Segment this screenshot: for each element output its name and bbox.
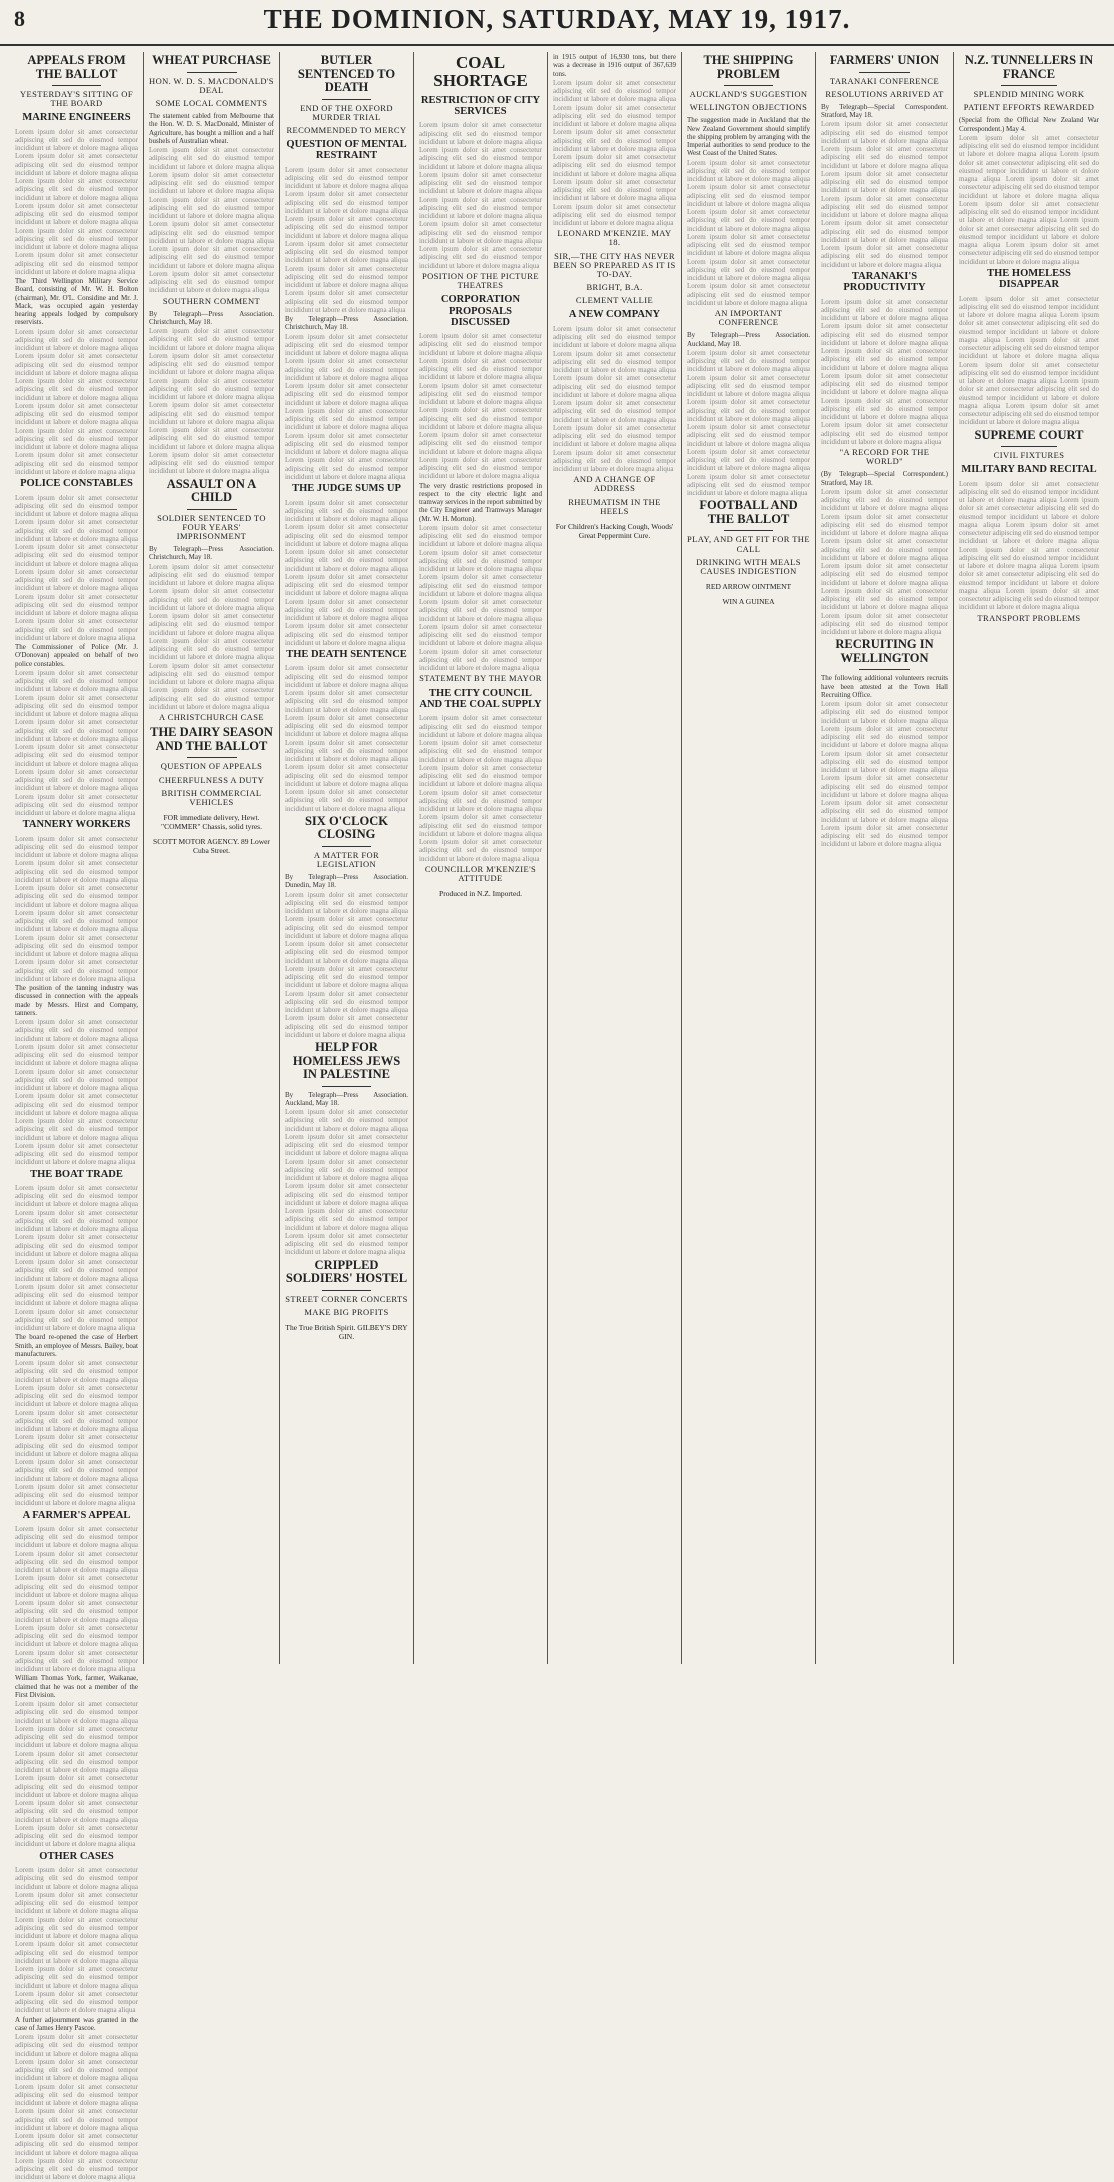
headline: PATIENT EFFORTS REWARDED bbox=[963, 102, 1095, 113]
filler-body-text: Lorem ipsum dolor sit amet consectetur adipiscing elit sed do eiusmod tempor incididunt ut labore et dolore magna aliqua Lorem ipsum dolor sit amet consectetur adipiscing elit sed do eiusmod tempor incididunt ut labore et dolore magna aliqua Lorem ipsum dolor sit amet consectetur adipiscing elit sed do eiusmod tempor incididunt ut labore et dolore magna aliqua Lorem ipsum dolor sit amet consectetur adipiscing elit sed do eiusmod tempor incididunt ut labore et dolore magna aliqua Lorem ipsum dolor sit amet consectetur adipiscing elit sed do eiusmod tempor incididunt ut labore et dolore magna aliqua Lorem ipsum dolor sit amet consectetur adipiscing elit sed do eiusmod tempor incididunt ut labore et dolore magna aliqua bbox=[553, 324, 676, 474]
divider bbox=[187, 757, 237, 758]
headline: RECOMMENDED TO MERCY bbox=[286, 124, 407, 135]
headline: CORPORATION PROPOSALS DISCUSSED bbox=[440, 294, 521, 328]
headline: THE DAIRY SEASON AND THE BALLOT bbox=[150, 725, 273, 753]
filler-body-text: Lorem ipsum dolor sit amet consectetur adipiscing elit sed do eiusmod tempor incididunt ut labore et dolore magna aliqua Lorem ipsum dolor sit amet consectetur adipiscing elit sed do eiusmod tempor incididunt ut labore et dolore magna aliqua Lorem ipsum dolor sit amet consectetur adipiscing elit sed do eiusmod tempor incididunt ut labore et dolore magna aliqua Lorem ipsum dolor sit amet consectetur adipiscing elit sed do eiusmod tempor incididunt ut labore et dolore magna aliqua Lorem ipsum dolor sit amet consectetur adipiscing elit sed do eiusmod tempor incididunt ut labore et dolore magna aliqua Lorem ipsum dolor sit amet consectetur adipiscing elit sed do eiusmod tempor incididunt ut labore et dolore magna aliqua bbox=[15, 327, 138, 476]
headline: SOUTHERN COMMENT bbox=[162, 295, 261, 306]
filler-body-text: Lorem ipsum dolor sit amet consectetur adipiscing elit sed do eiusmod tempor incididunt ut labore et dolore magna aliqua Lorem ipsum dolor sit amet consectetur adipiscing elit sed do eiusmod tempor incididunt ut labore et dolore magna aliqua Lorem ipsum dolor sit amet consectetur adipiscing elit sed do eiusmod tempor incididunt ut labore et dolore magna aliqua Lorem ipsum dolor sit amet consectetur adipiscing elit sed do eiusmod tempor incididunt ut labore et dolore magna aliqua Lorem ipsum dolor sit amet consectetur adipiscing elit sed do eiusmod tempor incididunt ut labore et dolore magna aliqua Lorem ipsum dolor sit amet consectetur adipiscing elit sed do eiusmod tempor incididunt ut labore et dolore magna aliqua bbox=[419, 714, 542, 863]
headline: SIR,—THE CITY HAS NEVER BEEN SO PREPARED AS IT IS TO-DAY. bbox=[553, 250, 676, 279]
divider bbox=[52, 85, 101, 86]
filler-body-text: Lorem ipsum dolor sit amet consectetur adipiscing elit sed do eiusmod tempor incididunt ut labore et dolore magna aliqua Lorem ipsum dolor sit amet consectetur adipiscing elit sed do eiusmod tempor incididunt ut labore et dolore magna aliqua Lorem ipsum dolor sit amet consectetur adipiscing elit sed do eiusmod tempor incididunt ut labore et dolore magna aliqua Lorem ipsum dolor sit amet consectetur adipiscing elit sed do eiusmod tempor incididunt ut labore et dolore magna aliqua Lorem ipsum dolor sit amet consectetur adipiscing elit sed do eiusmod tempor incididunt ut labore et dolore magna aliqua Lorem ipsum dolor sit amet consectetur adipiscing elit sed do eiusmod tempor incididunt ut labore et dolore magna aliqua bbox=[15, 1018, 138, 1167]
filler-body-text: Lorem ipsum dolor sit amet consectetur adipiscing elit sed do eiusmod tempor incididunt ut labore et dolore magna aliqua Lorem ipsum dolor sit amet consectetur adipiscing elit sed do eiusmod tempor incididunt ut labore et dolore magna aliqua Lorem ipsum dolor sit amet consectetur adipiscing elit sed do eiusmod tempor incididunt ut labore et dolore magna aliqua Lorem ipsum dolor sit amet consectetur adipiscing elit sed do eiusmod tempor incididunt ut labore et dolore magna aliqua Lorem ipsum dolor sit amet consectetur adipiscing elit sed do eiusmod tempor incididunt ut labore et dolore magna aliqua Lorem ipsum dolor sit amet consectetur adipiscing elit sed do eiusmod tempor incididunt ut labore et dolore magna aliqua bbox=[285, 165, 408, 314]
divider bbox=[724, 530, 773, 531]
article-paragraph: The position of the tanning industry was discussed in connection with the appeals made by Messrs. Hirst and Company, tanners. bbox=[15, 984, 138, 1017]
headline: ASSAULT ON A CHILD bbox=[166, 476, 257, 505]
divider bbox=[322, 1086, 371, 1087]
filler-body-text: Lorem ipsum dolor sit amet consectetur adipiscing elit sed do eiusmod tempor incididunt ut labore et dolore magna aliqua Lorem ipsum dolor sit amet consectetur adipiscing elit sed do eiusmod tempor incididunt ut labore et dolore magna aliqua Lorem ipsum dolor sit amet consectetur adipiscing elit sed do eiusmod tempor incididunt ut labore et dolore magna aliqua Lorem ipsum dolor sit amet consectetur adipiscing elit sed do eiusmod tempor incididunt ut labore et dolore magna aliqua Lorem ipsum dolor sit amet consectetur adipiscing elit sed do eiusmod tempor incididunt ut labore et dolore magna aliqua Lorem ipsum dolor sit amet consectetur adipiscing elit sed do eiusmod tempor incididunt ut labore et dolore magna aliqua bbox=[419, 523, 542, 673]
masthead bbox=[0, 0, 1114, 46]
news-column-3 bbox=[280, 52, 414, 1664]
headline: PLAY, AND GET FIT FOR THE CALL bbox=[687, 534, 810, 554]
divider bbox=[187, 72, 237, 73]
headline: APPEALS FROM THE BALLOT bbox=[27, 53, 126, 81]
headline: RESOLUTIONS ARRIVED AT bbox=[825, 88, 944, 99]
filler-body-text: Lorem ipsum dolor sit amet consectetur adipiscing elit sed do eiusmod tempor incididunt ut labore et dolore magna aliqua Lorem ipsum dolor sit amet consectetur adipiscing elit sed do eiusmod tempor incididunt ut labore et dolore magna aliqua Lorem ipsum dolor sit amet consectetur adipiscing elit sed do eiusmod tempor incididunt ut labore et dolore magna aliqua Lorem ipsum dolor sit amet consectetur adipiscing elit sed do eiusmod tempor incididunt ut labore et dolore magna aliqua Lorem ipsum dolor sit amet consectetur adipiscing elit sed do eiusmod tempor incididunt ut labore et dolore magna aliqua Lorem ipsum dolor sit amet consectetur adipiscing elit sed do eiusmod tempor incididunt ut labore et dolore magna aliqua bbox=[285, 1108, 408, 1257]
news-column-8 bbox=[954, 52, 1104, 1664]
article-paragraph: The statement cabled from Melbourne that the Hon. W. D. S. MacDonald, Minister of Agriculture, has bought a million and a half bushels of Australian wheat. bbox=[149, 112, 274, 145]
filler-body-text: Lorem ipsum dolor sit amet consectetur adipiscing elit sed do eiusmod tempor incididunt ut labore et dolore magna aliqua Lorem ipsum dolor sit amet consectetur adipiscing elit sed do eiusmod tempor incididunt ut labore et dolore magna aliqua Lorem ipsum dolor sit amet consectetur adipiscing elit sed do eiusmod tempor incididunt ut labore et dolore magna aliqua Lorem ipsum dolor sit amet consectetur adipiscing elit sed do eiusmod tempor incididunt ut labore et dolore magna aliqua Lorem ipsum dolor sit amet consectetur adipiscing elit sed do eiusmod tempor incididunt ut labore et dolore magna aliqua Lorem ipsum dolor sit amet consectetur adipiscing elit sed do eiusmod tempor incididunt ut labore et dolore magna aliqua bbox=[15, 1866, 138, 2015]
filler-body-text: Lorem ipsum dolor sit amet consectetur adipiscing elit sed do eiusmod tempor incididunt ut labore et dolore magna aliqua Lorem ipsum dolor sit amet consectetur adipiscing elit sed do eiusmod tempor incididunt ut labore et dolore magna aliqua Lorem ipsum dolor sit amet consectetur adipiscing elit sed do eiusmod tempor incididunt ut labore et dolore magna aliqua Lorem ipsum dolor sit amet consectetur adipiscing elit sed do eiusmod tempor incididunt ut labore et dolore magna aliqua Lorem ipsum dolor sit amet consectetur adipiscing elit sed do eiusmod tempor incididunt ut labore et dolore magna aliqua Lorem ipsum dolor sit amet consectetur adipiscing elit sed do eiusmod tempor incididunt ut labore et dolore magna aliqua bbox=[15, 1359, 138, 1508]
filler-body-text: Lorem ipsum dolor sit amet consectetur adipiscing elit sed do eiusmod tempor incididunt ut labore et dolore magna aliqua Lorem ipsum dolor sit amet consectetur adipiscing elit sed do eiusmod tempor incididunt ut labore et dolore magna aliqua Lorem ipsum dolor sit amet consectetur adipiscing elit sed do eiusmod tempor incididunt ut labore et dolore magna aliqua Lorem ipsum dolor sit amet consectetur adipiscing elit sed do eiusmod tempor incididunt ut labore et dolore magna aliqua Lorem ipsum dolor sit amet consectetur adipiscing elit sed do eiusmod tempor incididunt ut labore et dolore magna aliqua Lorem ipsum dolor sit amet consectetur adipiscing elit sed do eiusmod tempor incididunt ut labore et dolore magna aliqua bbox=[15, 1700, 138, 1849]
headline: TRANSPORT PROBLEMS bbox=[977, 612, 1081, 623]
headline: COAL SHORTAGE bbox=[433, 53, 528, 91]
news-column-4 bbox=[414, 52, 548, 1664]
filler-body-text: Lorem ipsum dolor sit amet consectetur adipiscing elit sed do eiusmod tempor incididunt ut labore et dolore magna aliqua Lorem ipsum dolor sit amet consectetur adipiscing elit sed do eiusmod tempor incididunt ut labore et dolore magna aliqua Lorem ipsum dolor sit amet consectetur adipiscing elit sed do eiusmod tempor incididunt ut labore et dolore magna aliqua Lorem ipsum dolor sit amet consectetur adipiscing elit sed do eiusmod tempor incididunt ut labore et dolore magna aliqua Lorem ipsum dolor sit amet consectetur adipiscing elit sed do eiusmod tempor incididunt ut labore et dolore magna aliqua Lorem ipsum dolor sit amet consectetur adipiscing elit sed do eiusmod tempor incididunt ut labore et dolore magna aliqua bbox=[149, 562, 274, 711]
headline: HELP FOR HOMELESS JEWS IN PALESTINE bbox=[292, 1040, 401, 1082]
headline: MILITARY BAND RECITAL bbox=[961, 464, 1097, 476]
advertisement: The True British Spirit. GILBEY'S DRY GIN. bbox=[285, 1323, 408, 1342]
headline: SOLDIER SENTENCED TO FOUR YEARS' IMPRISONMENT bbox=[157, 512, 266, 542]
filler-body-text: Lorem ipsum dolor sit amet consectetur adipiscing elit sed do eiusmod tempor incididunt ut labore et dolore magna aliqua Lorem ipsum dolor sit amet consectetur adipiscing elit sed do eiusmod tempor incididunt ut labore et dolore magna aliqua Lorem ipsum dolor sit amet consectetur adipiscing elit sed do eiusmod tempor incididunt ut labore et dolore magna aliqua Lorem ipsum dolor sit amet consectetur adipiscing elit sed do eiusmod tempor incididunt ut labore et dolore magna aliqua Lorem ipsum dolor sit amet consectetur adipiscing elit sed do eiusmod tempor incididunt ut labore et dolore magna aliqua Lorem ipsum dolor sit amet consectetur adipiscing elit sed do eiusmod tempor incididunt ut labore et dolore magna aliqua bbox=[285, 498, 408, 647]
headline: LEONARD M'KENZIE. MAY 18. bbox=[557, 228, 672, 248]
news-column-2 bbox=[144, 52, 280, 1664]
article-paragraph: By Telegraph—Press Association. Christchurch, May 18. bbox=[149, 309, 274, 326]
headline: FARMERS' UNION bbox=[829, 53, 940, 67]
filler-body-text: Lorem ipsum dolor sit amet consectetur adipiscing elit sed do eiusmod tempor incididunt ut labore et dolore magna aliqua Lorem ipsum dolor sit amet consectetur adipiscing elit sed do eiusmod tempor incididunt ut labore et dolore magna aliqua Lorem ipsum dolor sit amet consectetur adipiscing elit sed do eiusmod tempor incididunt ut labore et dolore magna aliqua Lorem ipsum dolor sit amet consectetur adipiscing elit sed do eiusmod tempor incididunt ut labore et dolore magna aliqua Lorem ipsum dolor sit amet consectetur adipiscing elit sed do eiusmod tempor incididunt ut labore et dolore magna aliqua Lorem ipsum dolor sit amet consectetur adipiscing elit sed do eiusmod tempor incididunt ut labore et dolore magna aliqua bbox=[15, 668, 138, 817]
headline: DRINKING WITH MEALS CAUSES INDIGESTION bbox=[696, 556, 801, 576]
article-paragraph: The very drastic restrictions proposed in respect to the city electric light and tramway services in the report submitted by the City Engineer and Tramways Manager (Mr. W. H. Morton). bbox=[419, 481, 542, 523]
headline: TARANAKI CONFERENCE bbox=[829, 75, 940, 86]
news-column-6 bbox=[682, 52, 816, 1664]
headline: CHEERFULNESS A DUTY bbox=[158, 774, 265, 785]
headline: AUCKLAND'S SUGGESTION bbox=[689, 89, 808, 99]
divider bbox=[322, 1290, 371, 1291]
divider bbox=[1001, 446, 1057, 447]
headline: BRIGHT, B.A. bbox=[586, 282, 643, 293]
headline: THE JUDGE SUMS UP bbox=[292, 483, 401, 495]
article-paragraph: William Thomas York, farmer, Waikanae, claimed that he was not a member of the First Division. bbox=[15, 1674, 138, 1699]
headline: AN IMPORTANT CONFERENCE bbox=[714, 308, 783, 328]
divider bbox=[859, 669, 910, 670]
headline: MARINE ENGINEERS bbox=[22, 112, 131, 124]
article-paragraph: By Telegraph—Press Association. Dunedin, May 18. bbox=[285, 873, 408, 890]
page-number: 8 bbox=[14, 6, 25, 31]
headline: FOOTBALL AND THE BALLOT bbox=[699, 498, 798, 526]
headline: AND A CHANGE OF ADDRESS bbox=[573, 474, 656, 494]
headline: CLEMENT VALLIE bbox=[575, 295, 654, 306]
headline: END OF THE OXFORD MURDER TRIAL bbox=[300, 102, 393, 122]
filler-body-text: Lorem ipsum dolor sit amet consectetur adipiscing elit sed do eiusmod tempor incididunt ut labore et dolore magna aliqua Lorem ipsum dolor sit amet consectetur adipiscing elit sed do eiusmod tempor incididunt ut labore et dolore magna aliqua Lorem ipsum dolor sit amet consectetur adipiscing elit sed do eiusmod tempor incididunt ut labore et dolore magna aliqua Lorem ipsum dolor sit amet consectetur adipiscing elit sed do eiusmod tempor incididunt ut labore et dolore magna aliqua Lorem ipsum dolor sit amet consectetur adipiscing elit sed do eiusmod tempor incididunt ut labore et dolore magna aliqua Lorem ipsum dolor sit amet consectetur adipiscing elit sed do eiusmod tempor incididunt ut labore et dolore magna aliqua bbox=[821, 120, 948, 269]
headline: A FARMER'S APPEAL bbox=[22, 1509, 131, 1521]
headline: TANNERY WORKERS bbox=[22, 819, 131, 831]
headline: "A RECORD FOR THE WORLD" bbox=[839, 447, 930, 467]
filler-body-text: Lorem ipsum dolor sit amet consectetur adipiscing elit sed do eiusmod tempor incididunt ut labore et dolore magna aliqua Lorem ipsum dolor sit amet consectetur adipiscing elit sed do eiusmod tempor incididunt ut labore et dolore magna aliqua Lorem ipsum dolor sit amet consectetur adipiscing elit sed do eiusmod tempor incididunt ut labore et dolore magna aliqua Lorem ipsum dolor sit amet consectetur adipiscing elit sed do eiusmod tempor incididunt ut labore et dolore magna aliqua Lorem ipsum dolor sit amet consectetur adipiscing elit sed do eiusmod tempor incididunt ut labore et dolore magna aliqua Lorem ipsum dolor sit amet consectetur adipiscing elit sed do eiusmod tempor incididunt ut labore et dolore magna aliqua bbox=[15, 834, 138, 983]
headline: POLICE CONSTABLES bbox=[20, 478, 133, 490]
headline: SUPREME COURT bbox=[974, 427, 1084, 442]
headline: POSITION OF THE PICTURE THEATRES bbox=[422, 270, 539, 291]
article-paragraph: The Third Wellington Military Service Board, consisting of Mr. W. H. Bolton (chairman), Mr. O'L. Considine and Mr. J. Mack, was occupied again yesterday hearing appeals lodged by compulsory reservists. bbox=[15, 277, 138, 327]
divider bbox=[724, 85, 773, 86]
headline: SIX O'CLOCK CLOSING bbox=[304, 813, 388, 842]
article-paragraph: (By Telegraph—Special Correspondent.) Stratford, May 18. bbox=[821, 470, 948, 487]
headline: RESTRICTION OF CITY SERVICES bbox=[420, 94, 541, 118]
article-paragraph: The following additional volunteers recruits have been attested at the Town Hall Recruiting Office. bbox=[821, 674, 948, 699]
headline: RHEUMATISM IN THE HEELS bbox=[568, 496, 661, 516]
divider bbox=[187, 509, 237, 510]
headline: THE CITY COUNCIL AND THE COAL SUPPLY bbox=[419, 687, 542, 710]
headline: WELLINGTON OBJECTIONS bbox=[689, 102, 808, 113]
divider bbox=[322, 99, 371, 100]
headline: THE HOMELESS DISAPPEAR bbox=[987, 267, 1071, 291]
advertisement: WIN A GUINEA bbox=[722, 597, 775, 607]
advertisement: FOR immediate delivery, Hewt. "COMMER" Chassis, solid tyres. bbox=[161, 813, 262, 832]
headline: MAKE BIG PROFITS bbox=[304, 1306, 389, 1317]
filler-body-text: Lorem ipsum dolor sit amet consectetur adipiscing elit sed do eiusmod tempor incididunt ut labore et dolore magna aliqua Lorem ipsum dolor sit amet consectetur adipiscing elit sed do eiusmod tempor incididunt ut labore et dolore magna aliqua Lorem ipsum dolor sit amet consectetur adipiscing elit sed do eiusmod tempor incididunt ut labore et dolore magna aliqua Lorem ipsum dolor sit amet consectetur adipiscing elit sed do eiusmod tempor incididunt ut labore et dolore magna aliqua Lorem ipsum dolor sit amet consectetur adipiscing elit sed do eiusmod tempor incididunt ut labore et dolore magna aliqua Lorem ipsum dolor sit amet consectetur adipiscing elit sed do eiusmod tempor incididunt ut labore et dolore magna aliqua bbox=[959, 479, 1099, 612]
headline: QUESTION OF MENTAL RESTRAINT bbox=[286, 139, 407, 162]
article-paragraph: The Commissioner of Police (Mr. J. O'Donovan) appealed on behalf of two police constables. bbox=[15, 643, 138, 668]
article-paragraph: in 1915 output of 16,930 tons, but there was a decrease in 1916 output of 367,639 tons. bbox=[553, 53, 676, 78]
filler-body-text: Lorem ipsum dolor sit amet consectetur adipiscing elit sed do eiusmod tempor incididunt ut labore et dolore magna aliqua Lorem ipsum dolor sit amet consectetur adipiscing elit sed do eiusmod tempor incididunt ut labore et dolore magna aliqua Lorem ipsum dolor sit amet consectetur adipiscing elit sed do eiusmod tempor incididunt ut labore et dolore magna aliqua Lorem ipsum dolor sit amet consectetur adipiscing elit sed do eiusmod tempor incididunt ut labore et dolore magna aliqua Lorem ipsum dolor sit amet consectetur adipiscing elit sed do eiusmod tempor incididunt ut labore et dolore magna aliqua Lorem ipsum dolor sit amet consectetur adipiscing elit sed do eiusmod tempor incididunt ut labore et dolore magna aliqua bbox=[821, 487, 948, 637]
filler-body-text: Lorem ipsum dolor sit amet consectetur adipiscing elit sed do eiusmod tempor incididunt ut labore et dolore magna aliqua Lorem ipsum dolor sit amet consectetur adipiscing elit sed do eiusmod tempor incididunt ut labore et dolore magna aliqua Lorem ipsum dolor sit amet consectetur adipiscing elit sed do eiusmod tempor incididunt ut labore et dolore magna aliqua Lorem ipsum dolor sit amet consectetur adipiscing elit sed do eiusmod tempor incididunt ut labore et dolore magna aliqua Lorem ipsum dolor sit amet consectetur adipiscing elit sed do eiusmod tempor incididunt ut labore et dolore magna aliqua Lorem ipsum dolor sit amet consectetur adipiscing elit sed do eiusmod tempor incididunt ut labore et dolore magna aliqua bbox=[687, 348, 810, 498]
filler-body-text: Lorem ipsum dolor sit amet consectetur adipiscing elit sed do eiusmod tempor incididunt ut labore et dolore magna aliqua Lorem ipsum dolor sit amet consectetur adipiscing elit sed do eiusmod tempor incididunt ut labore et dolore magna aliqua Lorem ipsum dolor sit amet consectetur adipiscing elit sed do eiusmod tempor incididunt ut labore et dolore magna aliqua Lorem ipsum dolor sit amet consectetur adipiscing elit sed do eiusmod tempor incididunt ut labore et dolore magna aliqua Lorem ipsum dolor sit amet consectetur adipiscing elit sed do eiusmod tempor incididunt ut labore et dolore magna aliqua Lorem ipsum dolor sit amet consectetur adipiscing elit sed do eiusmod tempor incididunt ut labore et dolore magna aliqua bbox=[553, 78, 676, 227]
filler-body-text: Lorem ipsum dolor sit amet consectetur adipiscing elit sed do eiusmod tempor incididunt ut labore et dolore magna aliqua Lorem ipsum dolor sit amet consectetur adipiscing elit sed do eiusmod tempor incididunt ut labore et dolore magna aliqua Lorem ipsum dolor sit amet consectetur adipiscing elit sed do eiusmod tempor incididunt ut labore et dolore magna aliqua Lorem ipsum dolor sit amet consectetur adipiscing elit sed do eiusmod tempor incididunt ut labore et dolore magna aliqua Lorem ipsum dolor sit amet consectetur adipiscing elit sed do eiusmod tempor incididunt ut labore et dolore magna aliqua Lorem ipsum dolor sit amet consectetur adipiscing elit sed do eiusmod tempor incididunt ut labore et dolore magna aliqua bbox=[419, 332, 542, 481]
advertisement: For Children's Hacking Cough, Woods' Great Peppermint Cure. bbox=[555, 521, 674, 540]
article-paragraph: By Telegraph—Press Association. Auckland, May 18. bbox=[285, 1090, 408, 1107]
headline: BUTLER SENTENCED TO DEATH bbox=[297, 53, 396, 94]
filler-body-text: Lorem ipsum dolor sit amet consectetur adipiscing elit sed do eiusmod tempor incididunt ut labore et dolore magna aliqua Lorem ipsum dolor sit amet consectetur adipiscing elit sed do eiusmod tempor incididunt ut labore et dolore magna aliqua Lorem ipsum dolor sit amet consectetur adipiscing elit sed do eiusmod tempor incididunt ut labore et dolore magna aliqua Lorem ipsum dolor sit amet consectetur adipiscing elit sed do eiusmod tempor incididunt ut labore et dolore magna aliqua Lorem ipsum dolor sit amet consectetur adipiscing elit sed do eiusmod tempor incididunt ut labore et dolore magna aliqua Lorem ipsum dolor sit amet consectetur adipiscing elit sed do eiusmod tempor incididunt ut labore et dolore magna aliqua bbox=[687, 158, 810, 307]
filler-body-text: Lorem ipsum dolor sit amet consectetur adipiscing elit sed do eiusmod tempor incididunt ut labore et dolore magna aliqua Lorem ipsum dolor sit amet consectetur adipiscing elit sed do eiusmod tempor incididunt ut labore et dolore magna aliqua Lorem ipsum dolor sit amet consectetur adipiscing elit sed do eiusmod tempor incididunt ut labore et dolore magna aliqua Lorem ipsum dolor sit amet consectetur adipiscing elit sed do eiusmod tempor incididunt ut labore et dolore magna aliqua Lorem ipsum dolor sit amet consectetur adipiscing elit sed do eiusmod tempor incididunt ut labore et dolore magna aliqua Lorem ipsum dolor sit amet consectetur adipiscing elit sed do eiusmod tempor incididunt ut labore et dolore magna aliqua bbox=[15, 127, 138, 276]
advertisement: RED ARROW OINTMENT bbox=[705, 582, 792, 592]
filler-body-text: Lorem ipsum dolor sit amet consectetur adipiscing elit sed do eiusmod tempor incididunt ut labore et dolore magna aliqua Lorem ipsum dolor sit amet consectetur adipiscing elit sed do eiusmod tempor incididunt ut labore et dolore magna aliqua Lorem ipsum dolor sit amet consectetur adipiscing elit sed do eiusmod tempor incididunt ut labore et dolore magna aliqua Lorem ipsum dolor sit amet consectetur adipiscing elit sed do eiusmod tempor incididunt ut labore et dolore magna aliqua Lorem ipsum dolor sit amet consectetur adipiscing elit sed do eiusmod tempor incididunt ut labore et dolore magna aliqua Lorem ipsum dolor sit amet consectetur adipiscing elit sed do eiusmod tempor incididunt ut labore et dolore magna aliqua bbox=[285, 332, 408, 481]
divider bbox=[1001, 85, 1057, 86]
filler-body-text: Lorem ipsum dolor sit amet consectetur adipiscing elit sed do eiusmod tempor incididunt ut labore et dolore magna aliqua Lorem ipsum dolor sit amet consectetur adipiscing elit sed do eiusmod tempor incididunt ut labore et dolore magna aliqua Lorem ipsum dolor sit amet consectetur adipiscing elit sed do eiusmod tempor incididunt ut labore et dolore magna aliqua Lorem ipsum dolor sit amet consectetur adipiscing elit sed do eiusmod tempor incididunt ut labore et dolore magna aliqua Lorem ipsum dolor sit amet consectetur adipiscing elit sed do eiusmod tempor incididunt ut labore et dolore magna aliqua Lorem ipsum dolor sit amet consectetur adipiscing elit sed do eiusmod tempor incididunt ut labore et dolore magna aliqua bbox=[821, 700, 948, 849]
headline: SOME LOCAL COMMENTS bbox=[155, 97, 268, 108]
headline: COUNCILLOR M'KENZIE'S ATTITUDE bbox=[424, 863, 537, 883]
headline: BRITISH COMMERCIAL VEHICLES bbox=[161, 787, 262, 807]
filler-body-text: Lorem ipsum dolor sit amet consectetur adipiscing elit sed do eiusmod tempor incididunt ut labore et dolore magna aliqua Lorem ipsum dolor sit amet consectetur adipiscing elit sed do eiusmod tempor incididunt ut labore et dolore magna aliqua Lorem ipsum dolor sit amet consectetur adipiscing elit sed do eiusmod tempor incididunt ut labore et dolore magna aliqua Lorem ipsum dolor sit amet consectetur adipiscing elit sed do eiusmod tempor incididunt ut labore et dolore magna aliqua Lorem ipsum dolor sit amet consectetur adipiscing elit sed do eiusmod tempor incididunt ut labore et dolore magna aliqua Lorem ipsum dolor sit amet consectetur adipiscing elit sed do eiusmod tempor incididunt ut labore et dolore magna aliqua bbox=[15, 493, 138, 642]
filler-body-text: Lorem ipsum dolor sit amet consectetur adipiscing elit sed do eiusmod tempor incididunt ut labore et dolore magna aliqua Lorem ipsum dolor sit amet consectetur adipiscing elit sed do eiusmod tempor incididunt ut labore et dolore magna aliqua Lorem ipsum dolor sit amet consectetur adipiscing elit sed do eiusmod tempor incididunt ut labore et dolore magna aliqua Lorem ipsum dolor sit amet consectetur adipiscing elit sed do eiusmod tempor incididunt ut labore et dolore magna aliqua Lorem ipsum dolor sit amet consectetur adipiscing elit sed do eiusmod tempor incididunt ut labore et dolore magna aliqua Lorem ipsum dolor sit amet consectetur adipiscing elit sed do eiusmod tempor incididunt ut labore et dolore magna aliqua bbox=[15, 1524, 138, 1674]
headline: YESTERDAY'S SITTING OF THE BOARD bbox=[20, 89, 133, 109]
advertisement: SCOTT MOTOR AGENCY. 89 Lower Cuba Street. bbox=[153, 837, 270, 856]
filler-body-text: Lorem ipsum dolor sit amet consectetur adipiscing elit sed do eiusmod tempor incididunt ut labore et dolore magna aliqua Lorem ipsum dolor sit amet consectetur adipiscing elit sed do eiusmod tempor incididunt ut labore et dolore magna aliqua Lorem ipsum dolor sit amet consectetur adipiscing elit sed do eiusmod tempor incididunt ut labore et dolore magna aliqua Lorem ipsum dolor sit amet consectetur adipiscing elit sed do eiusmod tempor incididunt ut labore et dolore magna aliqua Lorem ipsum dolor sit amet consectetur adipiscing elit sed do eiusmod tempor incididunt ut labore et dolore magna aliqua Lorem ipsum dolor sit amet consectetur adipiscing elit sed do eiusmod tempor incididunt ut labore et dolore magna aliqua bbox=[149, 146, 274, 295]
headline: HON. W. D. S. MACDONALD'S DEAL bbox=[149, 75, 274, 95]
filler-body-text: Lorem ipsum dolor sit amet consectetur adipiscing elit sed do eiusmod tempor incididunt ut labore et dolore magna aliqua Lorem ipsum dolor sit amet consectetur adipiscing elit sed do eiusmod tempor incididunt ut labore et dolore magna aliqua Lorem ipsum dolor sit amet consectetur adipiscing elit sed do eiusmod tempor incididunt ut labore et dolore magna aliqua Lorem ipsum dolor sit amet consectetur adipiscing elit sed do eiusmod tempor incididunt ut labore et dolore magna aliqua Lorem ipsum dolor sit amet consectetur adipiscing elit sed do eiusmod tempor incididunt ut labore et dolore magna aliqua Lorem ipsum dolor sit amet consectetur adipiscing elit sed do eiusmod tempor incididunt ut labore et dolore magna aliqua bbox=[959, 133, 1099, 266]
filler-body-text: Lorem ipsum dolor sit amet consectetur adipiscing elit sed do eiusmod tempor incididunt ut labore et dolore magna aliqua Lorem ipsum dolor sit amet consectetur adipiscing elit sed do eiusmod tempor incididunt ut labore et dolore magna aliqua Lorem ipsum dolor sit amet consectetur adipiscing elit sed do eiusmod tempor incididunt ut labore et dolore magna aliqua Lorem ipsum dolor sit amet consectetur adipiscing elit sed do eiusmod tempor incididunt ut labore et dolore magna aliqua Lorem ipsum dolor sit amet consectetur adipiscing elit sed do eiusmod tempor incididunt ut labore et dolore magna aliqua Lorem ipsum dolor sit amet consectetur adipiscing elit sed do eiusmod tempor incididunt ut labore et dolore magna aliqua bbox=[285, 664, 408, 813]
headline: CRIPPLED SOLDIERS' HOSTEL bbox=[285, 1257, 408, 1286]
filler-body-text: Lorem ipsum dolor sit amet consectetur adipiscing elit sed do eiusmod tempor incididunt ut labore et dolore magna aliqua Lorem ipsum dolor sit amet consectetur adipiscing elit sed do eiusmod tempor incididunt ut labore et dolore magna aliqua Lorem ipsum dolor sit amet consectetur adipiscing elit sed do eiusmod tempor incididunt ut labore et dolore magna aliqua Lorem ipsum dolor sit amet consectetur adipiscing elit sed do eiusmod tempor incididunt ut labore et dolore magna aliqua Lorem ipsum dolor sit amet consectetur adipiscing elit sed do eiusmod tempor incididunt ut labore et dolore magna aliqua Lorem ipsum dolor sit amet consectetur adipiscing elit sed do eiusmod tempor incididunt ut labore et dolore magna aliqua bbox=[821, 297, 948, 446]
headline: RECRUITING IN WELLINGTON bbox=[835, 637, 934, 665]
filler-body-text: Lorem ipsum dolor sit amet consectetur adipiscing elit sed do eiusmod tempor incididunt ut labore et dolore magna aliqua Lorem ipsum dolor sit amet consectetur adipiscing elit sed do eiusmod tempor incididunt ut labore et dolore magna aliqua Lorem ipsum dolor sit amet consectetur adipiscing elit sed do eiusmod tempor incididunt ut labore et dolore magna aliqua Lorem ipsum dolor sit amet consectetur adipiscing elit sed do eiusmod tempor incididunt ut labore et dolore magna aliqua Lorem ipsum dolor sit amet consectetur adipiscing elit sed do eiusmod tempor incididunt ut labore et dolore magna aliqua Lorem ipsum dolor sit amet consectetur adipiscing elit sed do eiusmod tempor incididunt ut labore et dolore magna aliqua bbox=[959, 294, 1099, 427]
headline: A NEW COMPANY bbox=[568, 309, 661, 321]
article-paragraph: By Telegraph—Press Association. Auckland, May 18. bbox=[687, 331, 810, 348]
headline: N.Z. TUNNELLERS IN FRANCE bbox=[964, 53, 1094, 81]
headline: TARANAKI'S PRODUCTIVITY bbox=[843, 270, 926, 294]
advertisement: Produced in N.Z. Imported. bbox=[439, 889, 522, 899]
article-paragraph: By Telegraph—Special Correspondent. Stratford, May 18. bbox=[821, 102, 948, 120]
article-paragraph: By Telegraph—Press Association. Christchurch, May 18. bbox=[285, 315, 408, 332]
news-column-5 bbox=[548, 52, 682, 1664]
newspaper-columns bbox=[10, 52, 1104, 2182]
news-column-1 bbox=[10, 52, 144, 2182]
headline: STREET CORNER CONCERTS bbox=[285, 1293, 408, 1304]
newspaper-title: THE DOMINION, SATURDAY, MAY 19, 1917. bbox=[263, 4, 851, 34]
article-paragraph: By Telegraph—Press Association. Christchurch, May 18. bbox=[149, 545, 274, 562]
filler-body-text: Lorem ipsum dolor sit amet consectetur adipiscing elit sed do eiusmod tempor incididunt ut labore et dolore magna aliqua Lorem ipsum dolor sit amet consectetur adipiscing elit sed do eiusmod tempor incididunt ut labore et dolore magna aliqua Lorem ipsum dolor sit amet consectetur adipiscing elit sed do eiusmod tempor incididunt ut labore et dolore magna aliqua Lorem ipsum dolor sit amet consectetur adipiscing elit sed do eiusmod tempor incididunt ut labore et dolore magna aliqua Lorem ipsum dolor sit amet consectetur adipiscing elit sed do eiusmod tempor incididunt ut labore et dolore magna aliqua Lorem ipsum dolor sit amet consectetur adipiscing elit sed do eiusmod tempor incididunt ut labore et dolore magna aliqua bbox=[15, 1183, 138, 1333]
headline: A CHRISTCHURCH CASE bbox=[159, 712, 264, 723]
article-paragraph: A further adjournment was granted in the case of James Henry Pascoe. bbox=[15, 2015, 138, 2032]
headline: OTHER CASES bbox=[39, 1850, 114, 1862]
divider bbox=[859, 72, 910, 73]
headline: CIVIL FIXTURES bbox=[993, 450, 1065, 460]
headline: A MATTER FOR LEGISLATION bbox=[313, 849, 380, 869]
filler-body-text: Lorem ipsum dolor sit amet consectetur adipiscing elit sed do eiusmod tempor incididunt ut labore et dolore magna aliqua Lorem ipsum dolor sit amet consectetur adipiscing elit sed do eiusmod tempor incididunt ut labore et dolore magna aliqua Lorem ipsum dolor sit amet consectetur adipiscing elit sed do eiusmod tempor incididunt ut labore et dolore magna aliqua Lorem ipsum dolor sit amet consectetur adipiscing elit sed do eiusmod tempor incididunt ut labore et dolore magna aliqua Lorem ipsum dolor sit amet consectetur adipiscing elit sed do eiusmod tempor incididunt ut labore et dolore magna aliqua Lorem ipsum dolor sit amet consectetur adipiscing elit sed do eiusmod tempor incididunt ut labore et dolore magna aliqua bbox=[419, 121, 542, 270]
filler-body-text: Lorem ipsum dolor sit amet consectetur adipiscing elit sed do eiusmod tempor incididunt ut labore et dolore magna aliqua Lorem ipsum dolor sit amet consectetur adipiscing elit sed do eiusmod tempor incididunt ut labore et dolore magna aliqua Lorem ipsum dolor sit amet consectetur adipiscing elit sed do eiusmod tempor incididunt ut labore et dolore magna aliqua Lorem ipsum dolor sit amet consectetur adipiscing elit sed do eiusmod tempor incididunt ut labore et dolore magna aliqua Lorem ipsum dolor sit amet consectetur adipiscing elit sed do eiusmod tempor incididunt ut labore et dolore magna aliqua Lorem ipsum dolor sit amet consectetur adipiscing elit sed do eiusmod tempor incididunt ut labore et dolore magna aliqua bbox=[285, 890, 408, 1039]
filler-body-text: Lorem ipsum dolor sit amet consectetur adipiscing elit sed do eiusmod tempor incididunt ut labore et dolore magna aliqua Lorem ipsum dolor sit amet consectetur adipiscing elit sed do eiusmod tempor incididunt ut labore et dolore magna aliqua Lorem ipsum dolor sit amet consectetur adipiscing elit sed do eiusmod tempor incididunt ut labore et dolore magna aliqua Lorem ipsum dolor sit amet consectetur adipiscing elit sed do eiusmod tempor incididunt ut labore et dolore magna aliqua Lorem ipsum dolor sit amet consectetur adipiscing elit sed do eiusmod tempor incididunt ut labore et dolore magna aliqua Lorem ipsum dolor sit amet consectetur adipiscing elit sed do eiusmod tempor incididunt ut labore et dolore magna aliqua bbox=[149, 327, 274, 476]
headline: WHEAT PURCHASE bbox=[152, 53, 271, 67]
headline: THE SHIPPING PROBLEM bbox=[703, 53, 794, 81]
headline: THE BOAT TRADE bbox=[30, 1168, 123, 1180]
headline: QUESTION OF APPEALS bbox=[160, 761, 263, 772]
divider bbox=[322, 846, 371, 847]
article-paragraph: The board re-opened the case of Herbert Smith, an employee of Messrs. Bailey, boat manufacturers. bbox=[15, 1333, 138, 1358]
filler-body-text: Lorem ipsum dolor sit amet consectetur adipiscing elit sed do eiusmod tempor incididunt ut labore et dolore magna aliqua Lorem ipsum dolor sit amet consectetur adipiscing elit sed do eiusmod tempor incididunt ut labore et dolore magna aliqua Lorem ipsum dolor sit amet consectetur adipiscing elit sed do eiusmod tempor incididunt ut labore et dolore magna aliqua Lorem ipsum dolor sit amet consectetur adipiscing elit sed do eiusmod tempor incididunt ut labore et dolore magna aliqua Lorem ipsum dolor sit amet consectetur adipiscing elit sed do eiusmod tempor incididunt ut labore et dolore magna aliqua Lorem ipsum dolor sit amet consectetur adipiscing elit sed do eiusmod tempor incididunt ut labore et dolore magna aliqua bbox=[15, 2033, 138, 2182]
headline: STATEMENT BY THE MAYOR bbox=[419, 673, 542, 684]
headline: THE DEATH SENTENCE bbox=[286, 649, 407, 660]
article-paragraph: (Special from the Official New Zealand War Correspondent.) May 4. bbox=[959, 116, 1099, 133]
article-paragraph: The suggestion made in Auckland that the New Zealand Government should simplify the shipping problem by arranging with the Imperial authorities to send produce to the West Coast of the United States. bbox=[687, 116, 810, 158]
news-column-7 bbox=[816, 52, 954, 1664]
headline: SPLENDID MINING WORK bbox=[973, 89, 1085, 99]
